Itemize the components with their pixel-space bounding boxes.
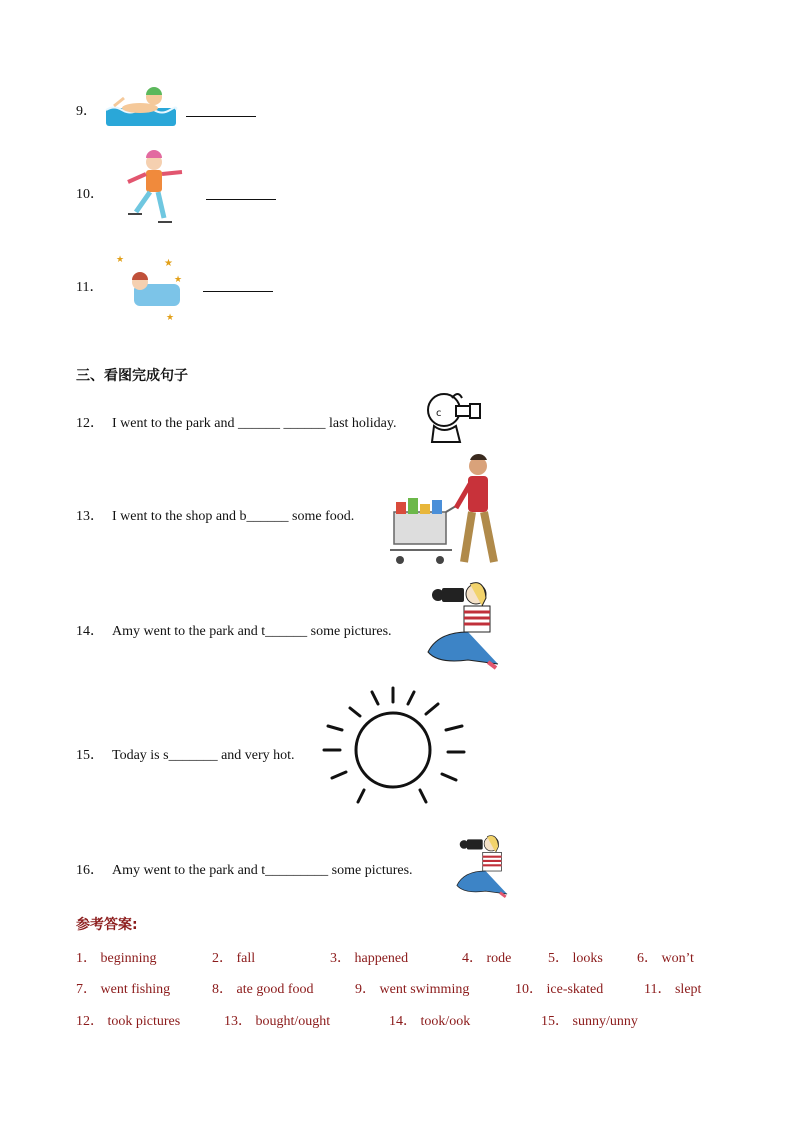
item-11-number: 11． (76, 280, 104, 295)
sentence-14-text: Amy went to the park and t______ some pictures. (112, 624, 392, 639)
answer-10: 10． ice-skated (515, 982, 604, 997)
sentence-12-number: 12． (76, 416, 104, 431)
answer-12: 12． took pictures (76, 1014, 181, 1029)
answers-title: 参考答案: (76, 917, 138, 933)
sentence-12 (76, 412, 396, 432)
svg-text:c: c (436, 408, 442, 419)
answer-1: 1． beginning (76, 951, 157, 966)
item-11-blank[interactable] (203, 290, 273, 292)
item-9-number: 9． (76, 104, 97, 119)
answer-8: 8． ate good food (212, 982, 314, 997)
sentence-16 (76, 859, 413, 879)
sentence-13 (76, 505, 354, 525)
sleeping-icon (108, 248, 188, 322)
answer-6: 6． won’t (637, 951, 694, 966)
sentence-14 (76, 620, 392, 640)
sentence-12-text: I went to the park and ______ ______ last holiday. (112, 416, 397, 431)
svg-text:★: ★ (164, 258, 173, 269)
answer-9: 9． went swimming (355, 982, 470, 997)
answer-14: 14． took/ook (389, 1014, 471, 1029)
answer-3: 3． happened (330, 951, 409, 966)
camera-boy-icon (422, 388, 484, 448)
sun-icon (322, 686, 466, 810)
section-3-title: 三、看图完成句子 (76, 368, 188, 384)
shopping-cart-icon (386, 454, 504, 570)
sentence-15-text: Today is s_______ and very hot. (112, 748, 295, 763)
answer-2: 2． fall (212, 951, 256, 966)
item-10-number: 10． (76, 187, 104, 202)
svg-text:★: ★ (116, 255, 125, 265)
sentence-15-number: 15． (76, 748, 104, 763)
sentence-16-text: Amy went to the park and t_________ some pictures. (112, 863, 413, 878)
photographer-girl-icon (424, 578, 502, 672)
sentence-13-text: I went to the shop and b______ some food. (112, 509, 355, 524)
item-9-blank[interactable] (186, 115, 256, 117)
answer-11: 11． slept (644, 982, 702, 997)
sentence-13-number: 13． (76, 509, 104, 524)
ice-skating-icon (118, 150, 190, 230)
svg-text:★: ★ (166, 313, 175, 323)
answer-7: 7． went fishing (76, 982, 171, 997)
answer-13: 13． bought/ought (224, 1014, 331, 1029)
answer-4: 4． rode (462, 951, 512, 966)
sentence-14-number: 14． (76, 624, 104, 639)
item-10-blank[interactable] (206, 198, 276, 200)
svg-text:★: ★ (174, 275, 183, 285)
answer-5: 5． looks (548, 951, 603, 966)
answer-15: 15． sunny/unny (541, 1014, 638, 1029)
photographer-girl-icon (454, 832, 510, 900)
sentence-16-number: 16． (76, 863, 104, 878)
sentence-15 (76, 744, 295, 764)
swimming-icon (106, 84, 176, 128)
